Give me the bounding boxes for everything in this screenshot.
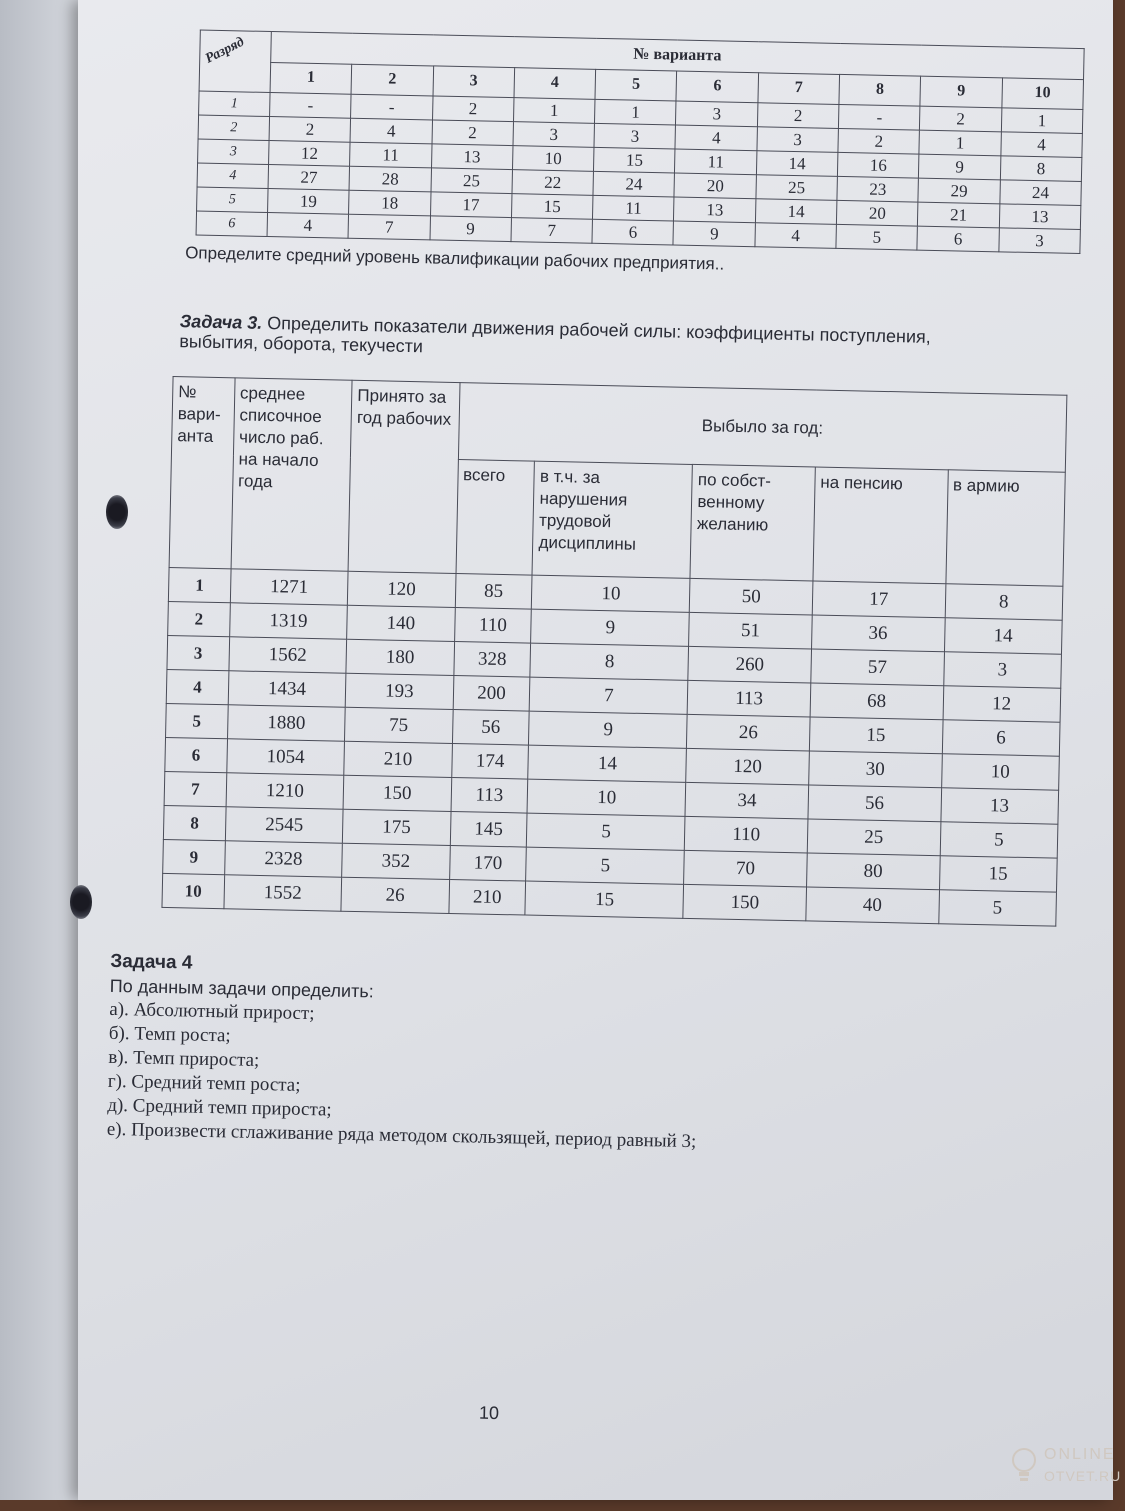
worker-count-cell: 3 (757, 127, 839, 153)
left-pension-cell: 40 (806, 887, 939, 924)
avg-count-cell: 1880 (227, 705, 345, 741)
variant-column-header: 9 (920, 76, 1002, 108)
header-left-own-will: по собст-венному желанию (690, 464, 815, 581)
avg-count-cell: 1552 (224, 875, 342, 911)
document-page (78, 0, 1122, 1500)
worker-count-cell: - (351, 94, 433, 120)
worker-count-cell: 2 (432, 120, 514, 146)
left-army-cell: 10 (941, 754, 1059, 790)
hired-cell: 150 (343, 775, 451, 811)
task4-block (107, 950, 1011, 1161)
variant-column-header: 6 (676, 71, 758, 103)
variant-number-cell: 3 (167, 635, 229, 670)
left-own-will-cell: 70 (684, 850, 807, 887)
worker-count-cell: 20 (836, 200, 918, 226)
worker-count-cell: 1 (513, 98, 595, 124)
task4-item: а). Абсолютный прирост; (109, 998, 315, 1025)
left-army-cell: 5 (938, 890, 1056, 926)
left-discipline-cell: 10 (527, 779, 686, 816)
worker-count-cell: 13 (999, 204, 1081, 230)
variant-number-cell: 9 (163, 839, 225, 874)
left-pension-cell: 36 (811, 615, 944, 652)
grade-label: 2 (198, 115, 269, 140)
left-pension-cell: 30 (809, 751, 942, 788)
worker-count-cell: 13 (431, 144, 513, 170)
grade-corner-cell: Разряд (199, 30, 271, 92)
header-left-discipline: в т.ч. за нарушения трудовой дисциплины (532, 461, 692, 578)
left-pension-cell: 17 (812, 581, 945, 618)
worker-count-cell: 9 (919, 154, 1001, 180)
task2-question: Определите средний уровень квалификации рабочих предприятия.. (184, 243, 725, 274)
header-left-group: Выбыло за год: (458, 383, 1067, 473)
worker-count-cell: 1 (919, 130, 1001, 156)
variant-header: № варианта (271, 32, 1084, 80)
left-pension-cell: 80 (806, 853, 939, 890)
worker-count-cell: 2 (920, 106, 1002, 132)
left-army-cell: 6 (942, 720, 1060, 756)
hired-cell: 193 (345, 673, 453, 709)
left-discipline-cell: 10 (532, 575, 691, 612)
hired-cell: 210 (344, 741, 452, 777)
avg-count-cell: 1271 (230, 569, 348, 605)
grade-label: 4 (197, 163, 268, 188)
worker-count-cell: 23 (837, 176, 919, 202)
left-pension-cell: 15 (809, 717, 942, 754)
left-discipline-cell: 15 (525, 881, 684, 918)
left-own-will-cell: 34 (685, 782, 808, 819)
left-total-cell: 174 (451, 743, 529, 779)
worker-count-cell: 3 (999, 228, 1081, 254)
variant-number-cell: 1 (168, 568, 230, 603)
task4-item: г). Средний темп роста; (107, 1070, 301, 1096)
worker-count-cell: 12 (269, 141, 351, 167)
worker-count-cell: 9 (673, 221, 755, 247)
worker-count-cell: 15 (511, 194, 593, 220)
lightbulb-icon (1010, 1446, 1038, 1486)
worker-count-cell: 3 (676, 101, 758, 127)
left-discipline-cell: 14 (528, 745, 687, 782)
grade-label: 5 (197, 187, 268, 212)
hired-cell: 26 (341, 877, 449, 913)
worker-count-cell: 1 (1001, 108, 1083, 134)
page-content (59, 0, 1125, 1511)
worker-count-cell: 2 (432, 96, 514, 122)
left-total-cell: 210 (448, 879, 526, 915)
avg-count-cell: 1319 (229, 603, 347, 639)
variant-number-cell: 2 (168, 602, 230, 637)
header-left-pension: на пенсию (813, 467, 948, 584)
variant-number-cell: 4 (166, 669, 228, 704)
left-pension-cell: 56 (808, 785, 941, 822)
variant-number-cell: 8 (163, 805, 225, 840)
task4-intro: По данным задачи определить: (109, 975, 374, 1002)
worker-count-cell: 27 (268, 165, 350, 191)
left-pension-cell: 25 (807, 819, 940, 856)
hired-cell: 75 (345, 707, 453, 743)
worker-count-cell: 24 (1000, 180, 1082, 206)
worker-count-cell: 6 (917, 226, 999, 252)
hired-cell: 175 (343, 809, 451, 845)
left-army-cell: 15 (939, 856, 1057, 892)
grade-label: 1 (199, 91, 270, 116)
left-own-will-cell: 110 (685, 816, 808, 853)
worker-count-cell: 2 (757, 103, 839, 129)
avg-count-cell: 2545 (225, 807, 343, 843)
left-own-will-cell: 26 (687, 714, 810, 751)
hired-cell: 352 (342, 843, 450, 879)
left-own-will-cell: 51 (689, 612, 812, 649)
left-army-cell: 14 (944, 618, 1062, 654)
task3-text: Определить показатели движения рабочей силы: коэффициенты поступления, выбытия, оборота, текучести (179, 313, 932, 357)
worker-count-cell: 16 (838, 152, 920, 178)
left-total-cell: 145 (450, 811, 528, 847)
header-hired: Принято за год рабочих (348, 380, 459, 573)
worker-count-cell: 3 (513, 122, 595, 148)
variant-column-header: 10 (1002, 77, 1084, 109)
page-number: 10 (478, 1402, 500, 1424)
left-total-cell: 113 (451, 777, 529, 813)
left-discipline-cell: 7 (530, 677, 689, 714)
worker-count-cell: 9 (430, 216, 512, 242)
worker-count-cell: 24 (593, 171, 675, 197)
site-watermark (1010, 1442, 1122, 1494)
hired-cell: 180 (346, 639, 454, 675)
worker-count-cell: 15 (594, 147, 676, 173)
avg-count-cell: 1562 (229, 637, 347, 673)
left-army-cell: 12 (943, 686, 1061, 722)
left-army-cell: 3 (943, 652, 1061, 688)
worker-count-cell: 21 (918, 202, 1000, 228)
header-variant: № вари-анта (169, 377, 235, 569)
avg-count-cell: 1434 (228, 671, 346, 707)
left-total-cell: 328 (453, 641, 531, 677)
variant-column-header: 3 (433, 65, 515, 97)
variant-number-cell: 6 (165, 737, 227, 772)
left-discipline-cell: 9 (529, 711, 688, 748)
avg-count-cell: 2328 (224, 841, 342, 877)
worker-count-cell: 25 (756, 175, 838, 201)
left-own-will-cell: 50 (690, 578, 813, 615)
watermark-line1: ONLINE (1044, 1446, 1116, 1463)
left-total-cell: 56 (452, 709, 530, 745)
left-own-will-cell: 120 (686, 748, 809, 785)
task4-item: б). Темп роста; (108, 1022, 231, 1047)
variant-column-header: 5 (595, 69, 677, 101)
task4-items (107, 998, 1010, 1161)
worker-count-cell: 14 (756, 151, 838, 177)
worker-count-cell: 1 (595, 99, 677, 125)
left-pension-cell: 57 (811, 649, 944, 686)
task3-label: Задача 3. (179, 311, 263, 333)
grade-label: 3 (198, 139, 269, 164)
left-army-cell: 8 (945, 584, 1063, 620)
worker-count-cell: 4 (755, 223, 837, 249)
variant-column-header: 8 (839, 74, 921, 106)
worker-count-cell: 3 (594, 123, 676, 149)
variant-number-cell: 10 (162, 873, 224, 908)
worker-count-cell: - (270, 93, 352, 119)
hired-cell: 120 (348, 571, 456, 607)
worker-count-cell: 4 (1001, 132, 1083, 158)
left-discipline-cell: 9 (531, 609, 690, 646)
worker-count-cell: 2 (838, 128, 920, 154)
left-total-cell: 110 (454, 608, 532, 644)
qualification-table (196, 30, 1085, 254)
left-total-cell: 200 (453, 675, 531, 711)
left-total-cell: 170 (449, 845, 527, 881)
variant-column-header: 2 (351, 64, 433, 96)
worker-count-cell: 18 (349, 190, 431, 216)
worker-count-cell: 4 (675, 125, 757, 151)
worker-count-cell: 22 (512, 170, 594, 196)
left-pension-cell: 68 (810, 683, 943, 720)
worker-count-cell: 28 (349, 166, 431, 192)
worker-count-cell: 20 (674, 173, 756, 199)
left-own-will-cell: 150 (683, 884, 806, 921)
worker-count-cell: 19 (268, 188, 350, 214)
left-discipline-cell: 5 (526, 847, 685, 884)
worker-count-cell: 11 (350, 142, 432, 168)
variant-column-header: 4 (514, 67, 596, 99)
left-total-cell: 85 (455, 574, 533, 610)
variant-column-header: 7 (758, 72, 840, 104)
worker-count-cell: 4 (267, 212, 349, 238)
worker-count-cell: 2 (269, 117, 351, 143)
worker-count-cell: 5 (836, 224, 918, 250)
workforce-movement-table (161, 376, 1067, 927)
header-left-total: всего (456, 460, 535, 576)
task4-item: д). Средний темп прироста; (107, 1094, 332, 1121)
worker-count-cell: 7 (511, 218, 593, 244)
variant-number-cell: 5 (166, 703, 228, 738)
avg-count-cell: 1054 (227, 739, 345, 775)
task4-title: Задача 4 (110, 950, 193, 974)
task4-item: е). Произвести сглаживание ряда методом скользящей, период равный 3; (106, 1118, 697, 1153)
worker-count-cell: 6 (592, 219, 674, 245)
grade-label: 6 (196, 211, 267, 236)
avg-count-cell: 1210 (226, 773, 344, 809)
watermark-line2: OTVET.RU (1044, 1468, 1122, 1484)
worker-count-cell: 8 (1000, 156, 1082, 182)
variant-column-header: 1 (270, 62, 352, 94)
worker-count-cell: 4 (350, 118, 432, 144)
left-discipline-cell: 5 (527, 813, 686, 850)
worker-count-cell: 11 (593, 195, 675, 221)
worker-count-cell: 25 (431, 168, 513, 194)
worker-count-cell: 7 (348, 214, 430, 240)
worker-count-cell: 11 (675, 149, 757, 175)
task4-item: в). Темп прироста; (108, 1046, 260, 1072)
worker-count-cell: 14 (755, 199, 837, 225)
worker-count-cell: 10 (512, 146, 594, 172)
worker-count-cell: - (839, 104, 921, 130)
left-discipline-cell: 8 (530, 643, 689, 680)
task3-heading (179, 311, 1010, 368)
header-avg-count: среднее списочное число раб. на начало года (231, 378, 352, 571)
worker-count-cell: 29 (918, 178, 1000, 204)
left-army-cell: 13 (940, 788, 1058, 824)
left-own-will-cell: 260 (688, 646, 811, 683)
hired-cell: 140 (347, 605, 455, 641)
worker-count-cell: 13 (674, 197, 756, 223)
worker-count-cell: 17 (430, 192, 512, 218)
left-army-cell: 5 (940, 822, 1058, 858)
header-left-army: в армию (945, 470, 1065, 586)
left-own-will-cell: 113 (687, 680, 810, 717)
variant-number-cell: 7 (164, 771, 226, 806)
